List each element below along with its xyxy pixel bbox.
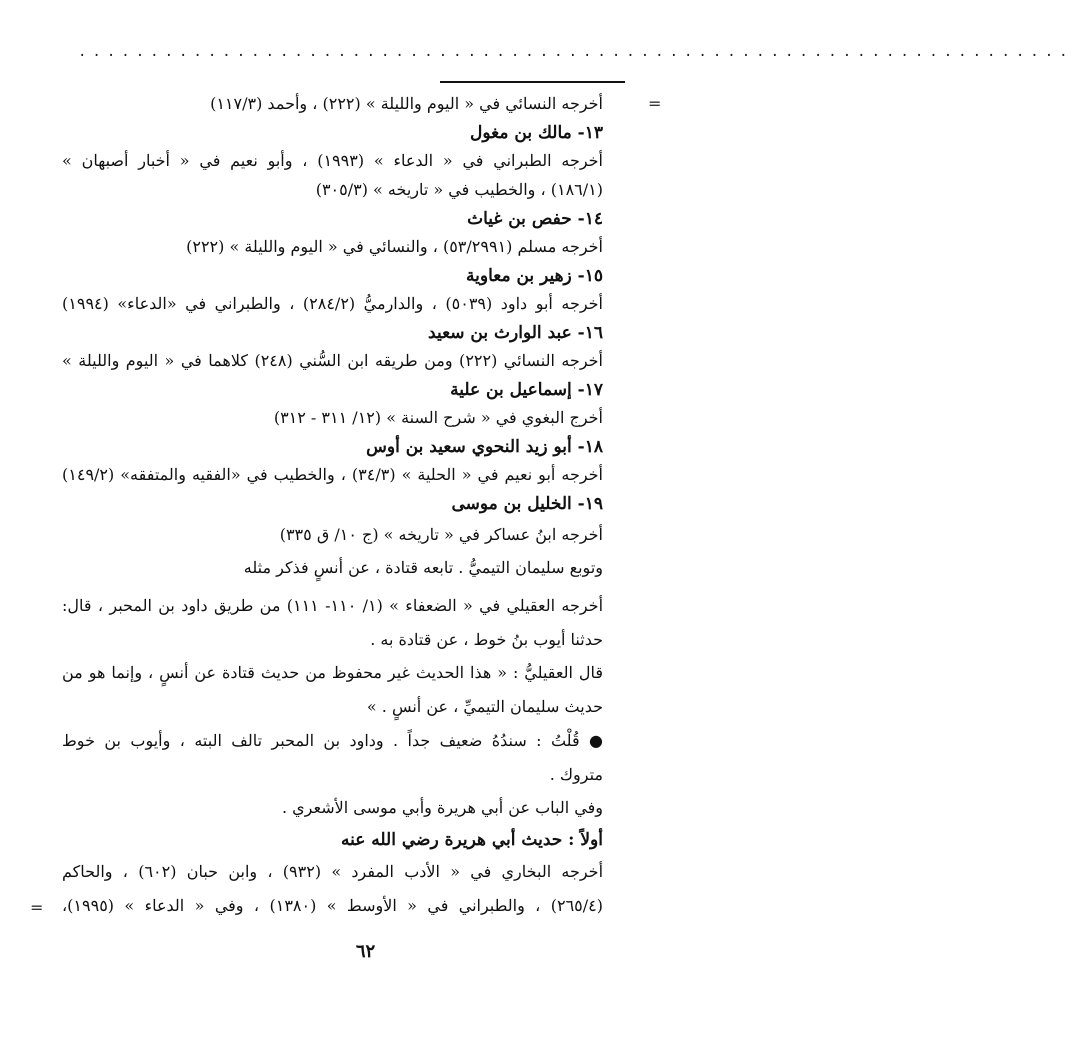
text-line: أخرجه مسلم (٥٣/٢٩٩١) ، والنسائي في « اليوم والليلة » (٢٢٢) <box>186 237 603 256</box>
text-line: أخرجه النسائي (٢٢٢) ومن طريقه ابن السُّني (٢٤٨) كلاهما في « اليوم والليلة » <box>62 351 603 370</box>
narrator-heading: ١٨- أبو زيد النحوي سعيد بن أوس <box>366 437 603 457</box>
narrator-heading: ١٥- زهير بن معاوية <box>466 266 603 286</box>
footnote-separator-rule <box>440 81 625 83</box>
narrator-heading: ١٩- الخليل بن موسى <box>451 494 603 514</box>
text-line: (٢٦٥/٤) ، والطبراني في « الأوسط » (١٣٨٠) ، وفي « الدعاء » (١٩٩٥)، <box>62 896 603 915</box>
narrator-heading: ١٧- إسماعيل بن علية <box>450 380 603 400</box>
top-dotted-border: ····································································· <box>78 48 1074 64</box>
margin-mark-bottom: = <box>30 898 44 917</box>
text-line: وفي الباب عن أبي هريرة وأبي موسى الأشعري . <box>281 798 603 817</box>
text-line: أخرجه النسائي في « اليوم والليلة » (٢٢٢) ، وأحمد (١١٧/٣) <box>210 94 603 113</box>
text-line: أخرجه ابنُ عساكر في « تاريخه » (ج ١٠/ ق ٣٣٥) <box>279 525 603 544</box>
text-line: أخرجه العقيلي في « الضعفاء » (١/ ١١٠- ١١١) من طريق داود بن المحبر ، قال: <box>62 596 604 615</box>
text-line: أخرجه أبو داود (٥٠٣٩) ، والدارميُّ (٢٨٤/٢) ، والطبراني في «الدعاء» (١٩٩٤) <box>62 294 604 313</box>
margin-mark-top: = <box>648 94 662 113</box>
text-line: أخرجه الطبراني في « الدعاء » (١٩٩٣) ، وأبو نعيم في « أخبار أصبهان » <box>62 151 603 170</box>
text-line: أخرج البغوي في « شرح السنة » (١٢/ ٣١١ - ٣١٢) <box>273 408 603 427</box>
narrator-heading: ١٤- حفص بن غياث <box>467 209 603 229</box>
text-line: متروك . <box>549 765 603 784</box>
page-number: ٦٢ <box>355 941 376 962</box>
section-heading: أولاً : حديث أبي هريرة رضي الله عنه <box>340 830 603 850</box>
text-line: أخرجه أبو نعيم في « الحلية » (٣٤/٣) ، والخطيب في «الفقيه والمتفقه» (١٤٩/٢) <box>62 465 603 484</box>
text-line: وتوبع سليمان التيميُّ . تابعه قتادة ، عن أنسٍ فذكر مثله <box>243 558 603 577</box>
text-line: أخرجه البخاري في « الأدب المفرد » (٩٣٢) ، وابن حبان (٦٠٢) ، والحاكم <box>62 862 604 881</box>
text-line: قال العقيليُّ : « هذا الحديث غير محفوظ من حديث قتادة عن أنسٍ ، وإنما هو من <box>62 663 603 682</box>
narrator-heading: ١٣- مالك بن مغول <box>470 123 603 143</box>
text-line: (١٨٦/١) ، والخطيب في « تاريخه » (٣٠٥/٣) <box>315 180 603 199</box>
text-line: حدثنا أيوب بنُ خوط ، عن قتادة به . <box>370 630 603 649</box>
text-line: حديث سليمان التيميِّ ، عن أنسٍ . » <box>366 697 603 716</box>
narrator-heading: ١٦- عبد الوارث بن سعيد <box>428 323 603 343</box>
author-note-line: ● قُلْتُ : سندُهُ ضعيف جداً . وداود بن المحبر تالف البته ، وأيوب بن خوط <box>62 731 603 750</box>
